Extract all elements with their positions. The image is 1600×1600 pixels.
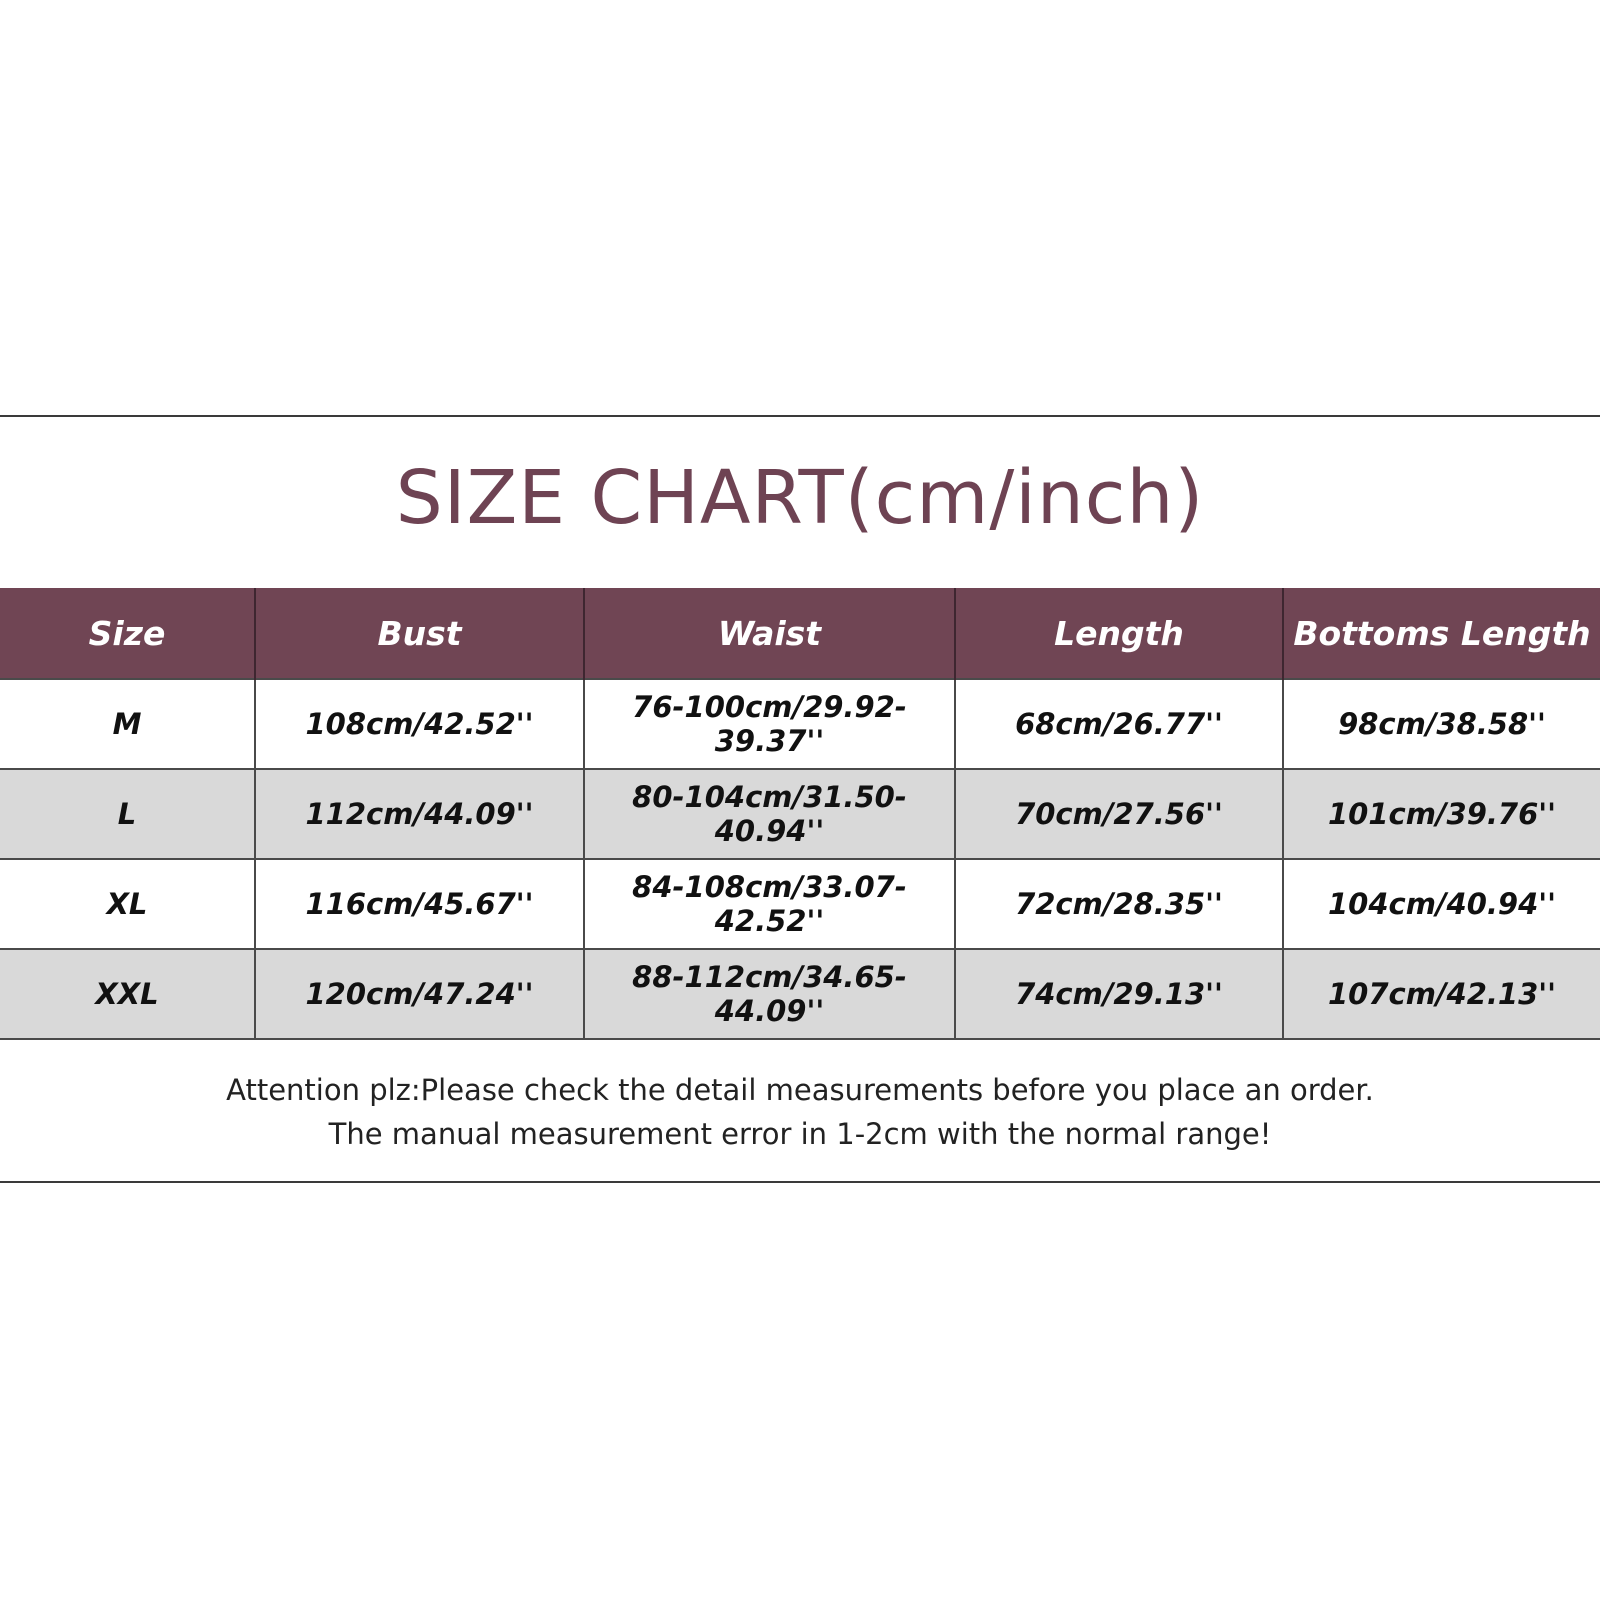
cell-waist: 80-104cm/31.50-40.94'': [584, 769, 955, 859]
cell-size: L: [0, 769, 255, 859]
cell-bottoms-length: 101cm/39.76'': [1283, 769, 1600, 859]
top-divider: [0, 415, 1600, 417]
cell-size: XL: [0, 859, 255, 949]
cell-bust: 116cm/45.67'': [255, 859, 584, 949]
cell-length: 74cm/29.13'': [955, 949, 1283, 1039]
cell-waist: 88-112cm/34.65-44.09'': [584, 949, 955, 1039]
size-chart-table: [0, 588, 1600, 1040]
cell-size: XXL: [0, 949, 255, 1039]
cell-waist: 76-100cm/29.92-39.37'': [584, 679, 955, 769]
cell-bottoms-length: 104cm/40.94'': [1283, 859, 1600, 949]
table-row: [0, 859, 1600, 949]
cell-bust: 112cm/44.09'': [255, 769, 584, 859]
cell-bust: 120cm/47.24'': [255, 949, 584, 1039]
header-bust: Bust: [255, 588, 584, 679]
table-row: [0, 679, 1600, 769]
cell-bottoms-length: 107cm/42.13'': [1283, 949, 1600, 1039]
cell-length: 72cm/28.35'': [955, 859, 1283, 949]
cell-length: 70cm/27.56'': [955, 769, 1283, 859]
table-row: [0, 949, 1600, 1039]
note-line-2: The manual measurement error in 1-2cm with the normal range!: [328, 1117, 1272, 1151]
table-row: [0, 769, 1600, 859]
cell-bust: 108cm/42.52'': [255, 679, 584, 769]
header-size: Size: [0, 588, 255, 679]
attention-note: [0, 1068, 1600, 1156]
cell-size: M: [0, 679, 255, 769]
note-line-1: Attention plz:Please check the detail measurements before you place an order.: [226, 1073, 1374, 1107]
cell-length: 68cm/26.77'': [955, 679, 1283, 769]
bottom-divider: [0, 1181, 1600, 1183]
cell-bottoms-length: 98cm/38.58'': [1283, 679, 1600, 769]
header-bottoms-length: Bottoms Length: [1283, 588, 1600, 679]
table-header-row: [0, 588, 1600, 679]
cell-waist: 84-108cm/33.07-42.52'': [584, 859, 955, 949]
chart-title: SIZE CHART(cm/inch): [395, 455, 1205, 541]
header-waist: Waist: [584, 588, 955, 679]
header-length: Length: [955, 588, 1283, 679]
